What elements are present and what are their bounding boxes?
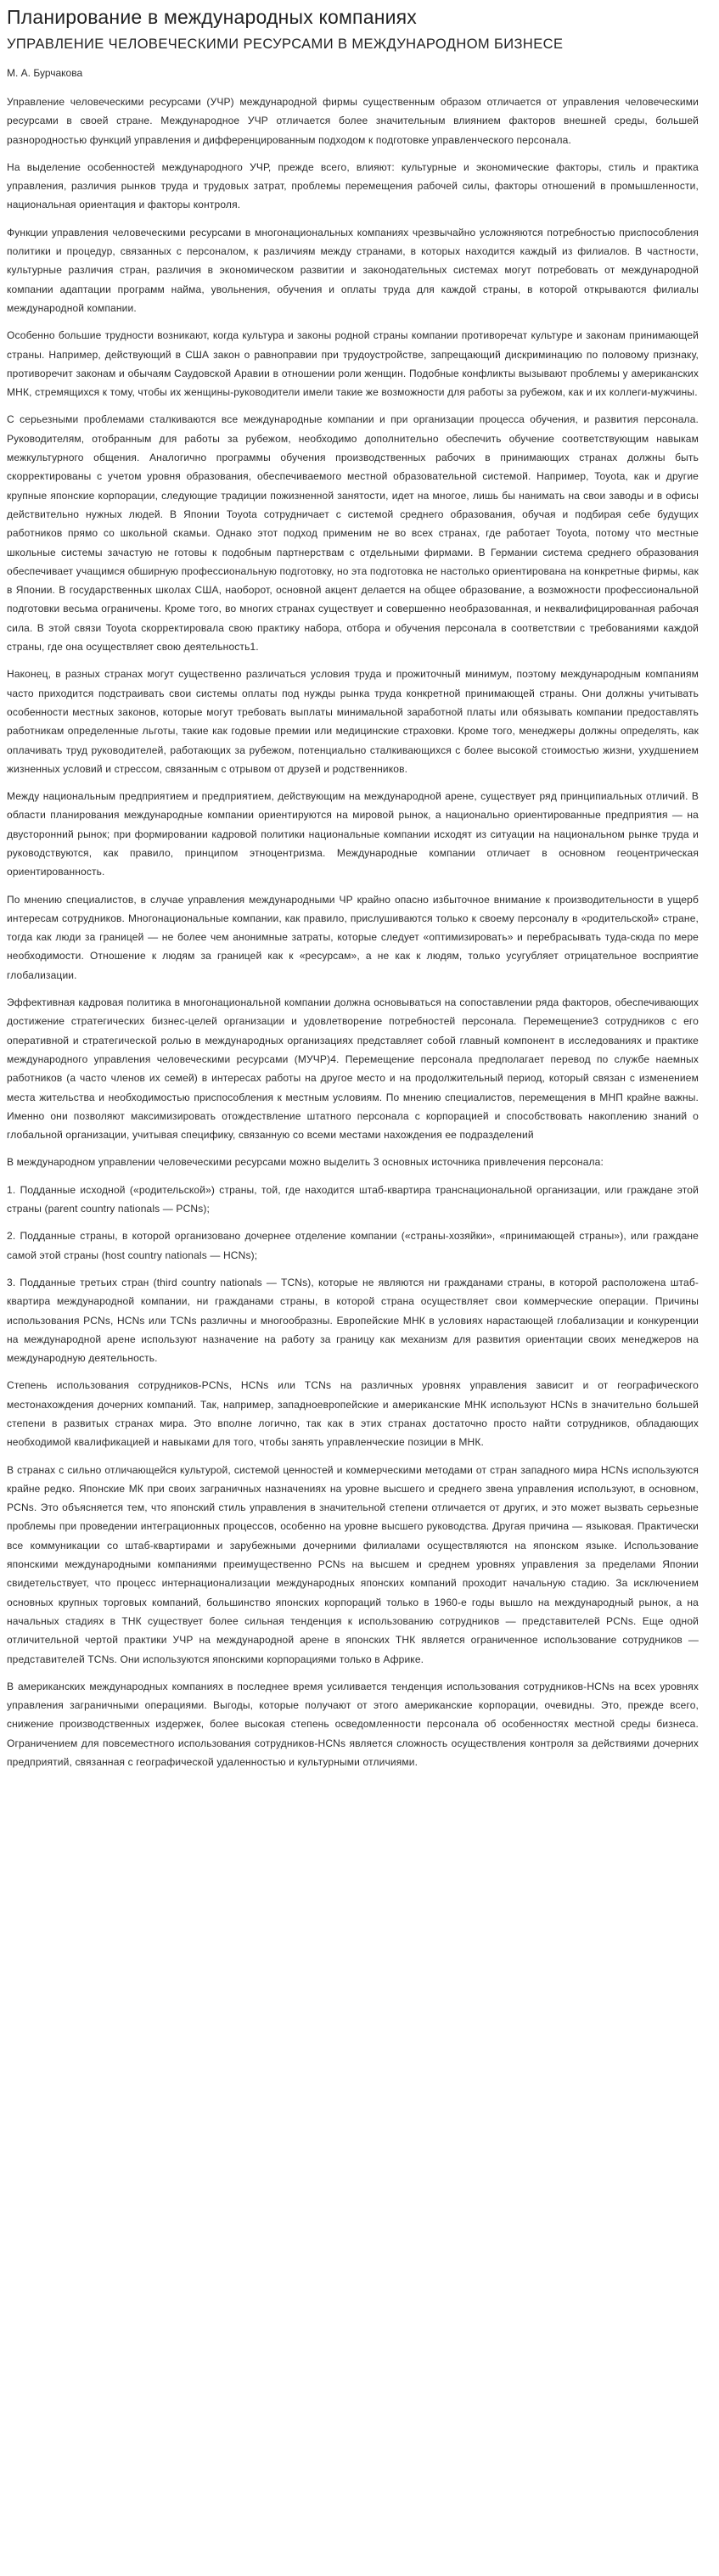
paragraph: Особенно большие трудности возникают, когда культура и законы родной страны компании противоречат культуре и законам принимающей страны. Например, действующий в США закон о равноправии при трудоустройстве, запрещающий дискриминацию по половому признаку, противоречит законам и обычаям Саудовской Аравии в отношении роли женщин. Подобные конфликты вызывают проблемы у американских МНК, стремящихся к тому, чтобы их женщины-руководители имели такие же возможности для работы за рубежом, как и их коллеги-мужчины. xyxy=(7,329,699,399)
paragraph: Наконец, в разных странах могут существенно различаться условия труда и прожиточный минимум, поэтому международным компаниям часто приходится подстраивать свои системы оплаты под нужды рынка труда конкретной принимающей страны. Они должны учитывать особенности местных законов, которые могут требовать выплаты минимальной заработной платы или обязывать компании предоставлять работникам определенные льготы, такие как годовые премии или медицинские страховки. Кроме того, менеджеры должны определять, как оплачивать труд руководителей, работающих за рубежом, потенциально сталкивающихся с более высокой стоимостью жизни, ухудшением жизненных условий и стрессом, связанным с отрывом от друзей и родственников. xyxy=(7,668,699,775)
paragraph: Между национальным предприятием и предприятием, действующим на международной арене, существует ряд принципиальных отличий. В области планирования международные компании ориентируются на мировой рынок, а национально ориентированные предприятия — на двусторонний рынок; при формировании кадровой политики национальные компании исходят из ситуации на национальном рынке труда и руководствуются, как правило, принципом этноцентризма. Международные компании отличает в основном геоцентрическая ориентированность. xyxy=(7,790,699,878)
article-body xyxy=(7,93,699,1771)
paragraph: В международном управлении человеческими ресурсами можно выделить 3 основных источника привлечения персонала: xyxy=(7,1156,604,1169)
paragraph: Функции управления человеческими ресурсами в многонациональных компаниях чрезвычайно усложняются потребностью приспособления политики и процедур, связанных с персоналом, к различиям между странами, в которых находится каждый из филиалов. В частности, культурные различия стран, различия в экономическом развитии и законодательных системах могут потребовать от международной компании адаптации программ найма, увольнения, обучения и оплаты труда для каждой страны, в которой открываются филиалы международной компании. xyxy=(7,226,699,314)
paragraph: В американских международных компаниях в последнее время усиливается тенденция использования сотрудников-HCNs на всех уровнях управления заграничными операциями. Выгоды, которые получают от этого американские корпорации, очевидны. Это, прежде всего, снижение производственных издержек, более высокая степень осведомленности персонала об особенностях местной среды бизнеса. Ограничением для повсеместного использования сотрудников-HCNs является сложность осуществления контроля за действиями дочерних предприятий, связанная с географической удаленностью и культурными отличиями. xyxy=(7,1680,699,1769)
page-title: Планирование в международных компаниях xyxy=(7,6,418,28)
paragraph: 1. Подданные исходной («родительской») страны, той, где находится штаб-квартира транснациональной организации, или граждане этой страны (parent country nationals — PCNs); xyxy=(7,1183,699,1215)
paragraph: С серьезными проблемами сталкиваются все международные компании и при организации процесса обучения, и развития персонала. Руководителям, отобранным для работы за рубежом, необходимо дополнительно обеспечить обучение соответствующим навыкам межкультурного общения. Аналогично программы обучения производственных рабочих в принимающих странах должны быть скорректированы с учетом уровня образования, обеспечиваемого местной образовательной системой. Например, Toyota, как и другие крупные японские корпорации, следующие традиции пожизненной занятости, идет на многое, лишь бы нанимать на свои заводы и в офисы действительно нужных людей. В Японии Toyota сотрудничает с системой среднего образования, обучая и подбирая себе будущих работников прямо со школьной скамьи. Однако этот подход применим не во всех странах, где работает Toyota, потому что местные школьные системы зачастую не готовы к подобным партнерствам с отдельными фирмами. В Германии система среднего образования обеспечивает учащимся обширную профессиональную подготовку, но эта подготовка не настолько ориентирована на конкретные фирмы, как в Японии. В государственных школах США, наоборот, основной акцент делается на общее образование, а возможности профессиональной подготовки весьма ограничены. Кроме того, во многих странах существует и совершенно необразованная, и неквалифицированная рабочая сила. В этой связи Toyota скорректировала свою практику набора, отбора и обучения персонала в соответствии с требованиями каждой страны, где она осуществляет свою деятельность1. xyxy=(7,413,699,654)
paragraph: 2. Подданные страны, в которой организовано дочернее отделение компании («страны-хозяйки», «принимающей страны»), или граждане самой этой страны (host country nationals — HCNs); xyxy=(7,1230,699,1261)
paragraph: Управление человеческими ресурсами (УЧР) международной фирмы существенным образом отличается от управления человеческими ресурсами в своей стране. Международное УЧР отличается более значительным влиянием факторов внешней среды, большей разнородностью функций управления и дифференцированным подходом к подготовке управленческого персонала. xyxy=(7,96,699,146)
article-subtitle: УПРАВЛЕНИЕ ЧЕЛОВЕЧЕСКИМИ РЕСУРСАМИ В МЕЖДУНАРОДНОМ БИЗНЕСЕ xyxy=(7,36,564,52)
paragraph: Эффективная кадровая политика в многонациональной компании должна основываться на сопоставлении ряда факторов, обеспечивающих достижение стратегических бизнес-целей организации и удовлетворение потребностей персонала. Перемещение3 сотрудников с его оперативной и стратегической ролью в международных организациях представляет собой главный компонент в исследованиях и практике международного управления человеческими ресурсами (МУЧР)4. Перемещение персонала предполагает перевод по службе наемных работников (а часто членов их семей) в интересах работы на другое место и на продолжительный период, который связан с изменением места жительства и необходимостью приспособления к местным условиям. По мнению специалистов, перемещения в МНП крайне важны. Именно они позволяют максимизировать отождествление штатного персонала с корпорацией и способствовать накоплению знаний о глобальной организации, учитывая специфику, связанную со всеми местами нахождения ее подразделений xyxy=(7,996,699,1142)
paragraph: В странах с сильно отличающейся культурой, системой ценностей и коммерческими методами от стран западного мира HCNs используются крайне редко. Японские МК при своих заграничных назначениях на уровне высшего и среднего звена управления используют, в основном, PCNs. Это объясняется тем, что японский стиль управления в значительной степени отличается от других, и это может вызвать серьезные проблемы при проведении интеграционных процессов, особенно на уровне высшего руководства. Другая причина — языковая. Практически все коммуникации со штаб-квартирами и зарубежными дочерними филиалами осуществляются на японском языке. Использование японскими международными компаниями преимущественно PCNs на высшем и среднем уровнях управления за пределами Японии свидетельствует, что процесс интернационализации международных японских компаний проходит начальную стадию. За исключением основных крупных торговых компаний, большинство японских корпораций только в 1960-е годы вышло на международный рынок, а на начальных стадиях в ТНК существует более сильная тенденция к использованию сотрудников — представителей PCNs. Еще одной отличительной чертой практики УЧР на международной арене в японских ТНК является ограниченное использование сотрудников — представителей TCNs. Они используются японскими корпорациями только в Африке. xyxy=(7,1463,699,1665)
paragraph: По мнению специалистов, в случае управления международными ЧР крайно опасно избыточное внимание к производительности в ущерб интересам сотрудников. Многонациональные компании, как правило, прислушиваются только к своему персоналу в «родительской» стране, тогда как люди за границей — не более чем анонимные затраты, которые следует «оптимизировать» и перебрасывать туда-сюда по мере необходимости. Отношение к людям за границей как к «ресурсам», а не как к людям, только усугубляет отрицательное восприятие глобализации. xyxy=(7,893,699,981)
paragraph: На выделение особенностей международного УЧР, прежде всего, влияют: культурные и экономические факторы, стиль и практика управления, различия рынков труда и трудовых затрат, проблемы перемещения рабочей силы, факторы отношений в промышленности, национальная ориентация и факторы контроля. xyxy=(7,160,699,211)
paragraph: Степень использования сотрудников-PCNs, HCNs или TCNs на различных уровнях управления зависит и от географического местонахождения дочерних компаний. Так, например, западноевропейские и американские МНК используют HCNs в значительно большей степени в развитых странах мира. Это вполне логично, так как в этих странах достаточно просто найти сотрудников, обладающих необходимой квалификацией и навыками для того, чтобы занять управленческие позиции в МНК. xyxy=(7,1379,699,1449)
author-name: М. А. Бурчакова xyxy=(7,67,83,79)
paragraph: 3. Подданные третьих стран (third country nationals — TCNs), которые не являются ни гражданами страны, в которой расположена штаб-квартира международной компании, ни гражданами страны, в которой страна осуществляет свои коммерческие операции. Причины использования PCNs, HCNs или TCNs различны и многообразны. Европейские МНК в условиях нарастающей глобализации и конкуренции на международной арене используют назначение на работу за границу как механизм для развития ориентации своих менеджеров на международную деятельность. xyxy=(7,1276,699,1365)
